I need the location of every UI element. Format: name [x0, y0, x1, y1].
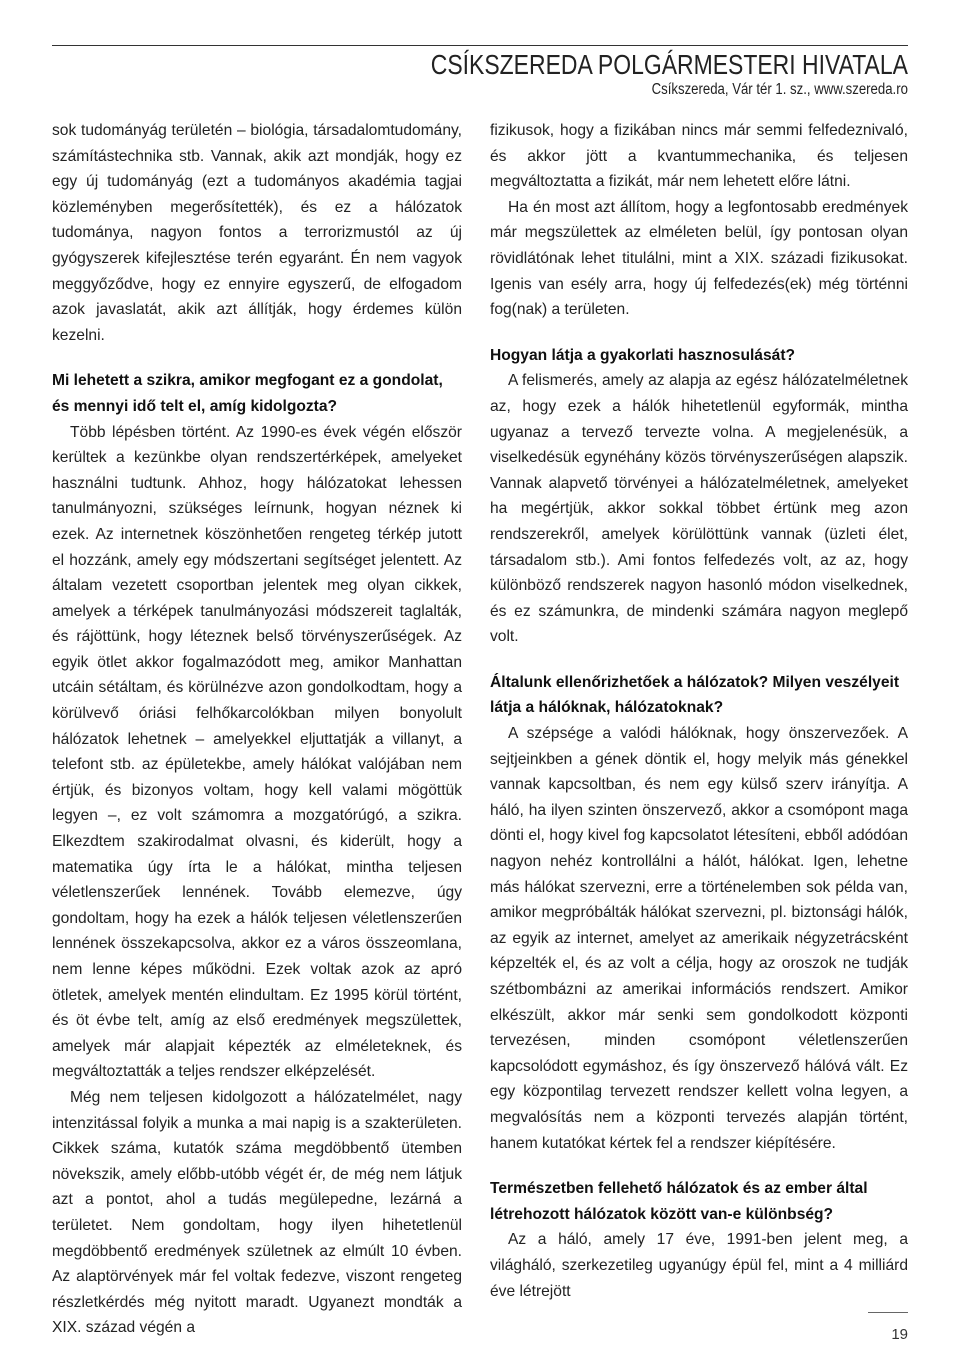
right-column — [490, 118, 908, 1304]
paragraph: Több lépésben történt. Az 1990-es évek végén először kerültek a kezünkbe olyan rendszertérképek, amelyeket használni tudtunk. Ahhoz, hogy hálózatokat lehessen tanulmányozni, szükséges leírnunk, hogyan néznek ki ezek. Az internetnek köszönhetően rengeteg térkép jutott el hozzánk, amely egy módszertani segítséget jelentett. Az általam vezetett csoportban jelentek meg olyan cikkek, amelyek a térképek tanulmányozási módszereit taglalták, és rájöttünk, hogy léteznek belső törvényszerűségek. Az egyik ötlet akkor fogalmazódott meg, amikor Manhattan utcáin sétáltam, és körülnézve azon gondolkodtam, hogy a körülvevő óriási felhőkarcolókban milyen bonyolult hálózatok lehetnek – amelyekkel eljuttatják a villanyt, a telefont stb. az épületekbe, amely hálókat valójában nem értjük, és bizonyos voltam, hogy kell valami mögöttük legyen –, ez volt számomra a mozgatórúgó, a szikra. Elkezdtem szakirodalmat olvasni, és kiderült, hogy a matematika úgy írta le a hálókat, mintha teljesen véletlenszerűek lennének. Tovább elemezve, úgy gondoltam, hogy ha ezek a hálók teljesen véletlenszerűen lennének összekapcsolva, akkor ez a város összeomlana, nem lenne képes működni. Ezek voltak azok az apró ötletek, amelyek mentén elindultam. Ez 1995 körül történt, és öt évbe telt, amíg az első eredmények megszülettek, amelyek már alapjait képezték az elméleteknek, és megváltoztatták a teljes rendszer elképzelését. — [52, 423, 462, 1081]
page-header — [326, 50, 908, 100]
paragraph: Ha én most azt állítom, hogy a legfontosabb eredmények már megszülettek az elméleten belül, így pontosan olyan rövidlátónak lehet titulálni, mint a XIX. századi fizikusokat. Igenis van esély arra, hogy új felfedezés(ek) még történni fog(nak) a területen. — [490, 198, 908, 319]
paragraph: A szépsége a valódi hálóknak, hogy önszervezőek. A sejtjeinkben a gének döntik el, hogy melyik más génekkel vannak kapcsoltban, és nem egy külső szerv irányítja. A háló, ha ilyen szinten önszervező, akkor a csomópont maga dönti el, hogy kivel fog kapcsolatot létesíteni, ebből adódóan nagyon nehéz kontrollálni a hálót, hálókat. Igen, lehetne más hálókat szervezni, erre a történelemben sok példa van, amikor megpróbálták hálókat szervezni, pl. biztonsági hálók, az egyik az internet, amelyet az amerikaik négyzetrácsként képzelték el, és az volt a célja, hogy az oroszok ne tudják szétbombázni az amerikai információs rendszert. Amikor elkészült, akkor már senki sem gondolkodott központi tervezésen, minden csomópont véletlenszerűen kapcsolódott egymáshoz, és így önszervező hálóvá vált. Ez egy központilag tervezett rendszer kellett volna legyen, a megvalósítás nem a központi tervezés alapján történt, hanem kutatókat kértek fel a rendszer kiépítésére. — [490, 725, 908, 1152]
paragraph: fizikusok, hogy a fizikában nincs már semmi felfedeznivaló, és akkor jött a kvantummechanika, és teljesen megváltoztatta a fizikát, már nem lehetett előre látni. — [490, 122, 908, 191]
page-number: 19 — [891, 1326, 908, 1343]
interview-question: Hogyan látja a gyakorlati hasznosulását? — [490, 346, 796, 364]
interview-question: Általunk ellenőrizhetőek a hálózatok? Milyen veszélyeit látja a hálóknak, hálózatoknak? — [490, 673, 900, 717]
header-rule — [52, 45, 908, 46]
left-column — [52, 118, 462, 1341]
paragraph: Az a háló, amely 17 éve, 1991-ben jelent meg, a világháló, szerkezetileg ugyanúgy épül fel, mint a 4 milliárd éve létrejött — [490, 1231, 908, 1300]
paragraph: A felismerés, amely az alapja az egész hálózatelméletnek az, hogy ezek a hálók hihetetlenül egyformák, mintha ugyanaz a tervező tervezte volna. A megjelenésük, a viselkedésük egynéhány közös törvényszerűségen alapszik. Vannak alapvető törvényei a hálózatelméletnek, amelyeket ha megértjük, akkor sokkal többet értünk meg azon rendszerekről, amelyek körülöttünk vannak (üzleti élet, társadalom stb.). Ami fontos felfedezés volt, az az, hogy különböző rendszerek nagyon hasonló módon viselkednek, és ez számunkra, de mindenki számára nagyon meglepő volt. — [490, 372, 908, 646]
paragraph: sok tudományág területén – biológia, társadalomtudomány, számítástechnika stb. Vannak, akik azt mondják, hogy ez egy új tudományág (ezt a tudományos akadémia tagjai közleményben megerősítették), és ez a hálózatok tudománya, nagyon fontos a terrorizmustól az új gyógyszerek kifejlesztése terén egyaránt. Én nem vagyok meggyőződve, hogy ez ennyire egyszerű, de elfogadom azok javaslatát, akik azt állítják, hogy érdemes külön kezelni. — [52, 122, 462, 344]
interview-question: Mi lehetett a szikra, amikor megfogant ez a gondolat, és mennyi idő telt el, amíg kidolgozta? — [52, 372, 443, 415]
paragraph: Még nem teljesen kidolgozott a hálózatelmélet, nagy intenzitással folyik a munka a mai napig is a szakterületen. Cikkek száma, kutatók száma megdöbbentő ütemben növekszik, amely előbb-utóbb végét ér, de még nem látjuk azt a pontot, ahol a tudás megülepedne, lezárná a területet. Nem gondoltam, hogy ilyen hihetetlenül megdöbbentő eredmények születnek az elmúlt 10 évben. Az alaptörvények már fel voltak fedezve, viszont rengeteg részletkérdés még nyitott maradt. Ugyanezt mondták a XIX. század végén a — [52, 1088, 462, 1337]
page-number-rule — [868, 1312, 908, 1313]
interview-question: Természetben fellehető hálózatok és az ember által létrehozott hálózatok között van-e különbség? — [490, 1180, 868, 1223]
publisher-title: CSÍKSZEREDA POLGÁRMESTERI HIVATALA — [430, 49, 908, 80]
publisher-address: Csíkszereda, Vár tér 1. sz., www.szereda.ro — [651, 81, 908, 98]
